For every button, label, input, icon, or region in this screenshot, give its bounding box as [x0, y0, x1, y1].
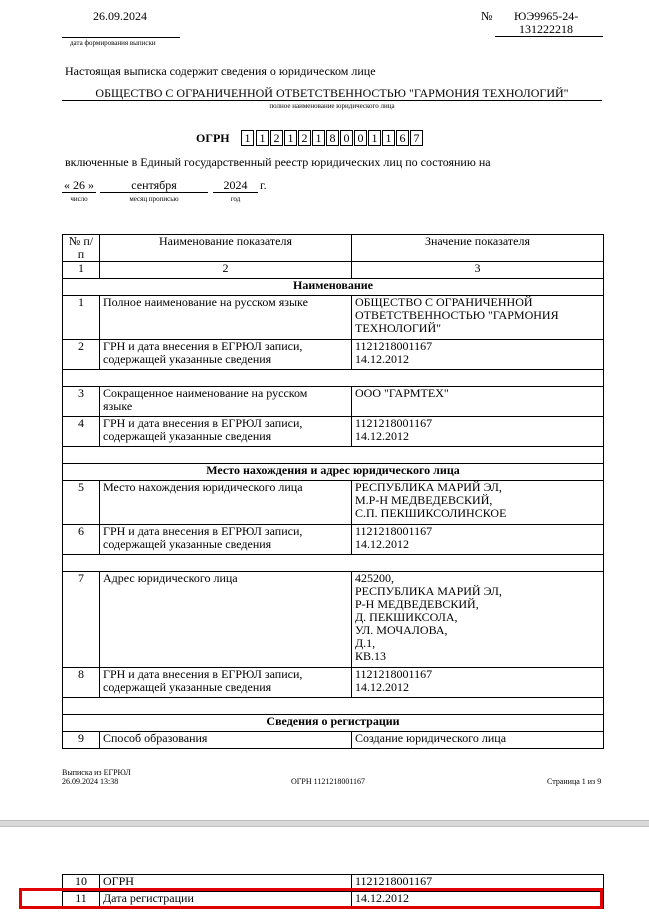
row-name: Место нахождения юридического лица — [100, 481, 352, 525]
row-number: 9 — [63, 732, 100, 749]
ogrn-digit: 7 — [410, 130, 423, 146]
ogrn-digit: 2 — [270, 130, 283, 146]
ogrn-digit: 6 — [396, 130, 409, 146]
row-number: 1 — [63, 296, 100, 340]
row-number: 8 — [63, 668, 100, 698]
table-row — [63, 481, 604, 525]
row-name: ГРН и дата внесения в ЕГРЮЛ записи, содержащей указанные сведения — [100, 417, 352, 447]
row-value: ОБЩЕСТВО С ОГРАНИЧЕННОЙ ОТВЕТСТВЕННОСТЬЮ "ГАРМОНИЯ ТЕХНОЛОГИЙ" — [352, 296, 604, 340]
header-cell: Наименование показателя — [100, 235, 352, 262]
state-month: сентября — [100, 178, 208, 193]
row-name: ГРН и дата внесения в ЕГРЮЛ записи, содержащей указанные сведения — [100, 668, 352, 698]
row-name: ГРН и дата внесения в ЕГРЮЛ записи, содержащей указанные сведения — [100, 525, 352, 555]
section-row — [63, 715, 604, 732]
row-name: Полное наименование на русском языке — [100, 296, 352, 340]
statement-date: 26.09.2024 — [93, 9, 147, 23]
row-value: ООО "ГАРМТЕХ" — [352, 387, 604, 417]
row-number: 11 — [63, 892, 100, 909]
intro-text: Настоящая выписка содержит сведения о юридическом лице — [65, 64, 376, 78]
number-sign: № — [481, 9, 493, 23]
table-row — [63, 296, 604, 340]
section-title: Наименование — [63, 279, 604, 296]
row-value: 14.12.2012 — [352, 892, 604, 909]
header-cell: № п/п — [63, 235, 100, 262]
date-caption: дата формирования выписки — [70, 39, 156, 47]
month-caption: месяц прописью — [129, 195, 179, 203]
spacer-row — [63, 370, 604, 387]
state-year: 2024 — [213, 178, 258, 193]
table-row — [63, 572, 604, 668]
column-number: 2 — [100, 262, 352, 279]
section-row — [63, 279, 604, 296]
row-number: 3 — [63, 387, 100, 417]
table-row — [63, 525, 604, 555]
year-caption: год — [230, 195, 241, 203]
day-caption: число — [70, 195, 88, 203]
ogrn-digit: 1 — [241, 130, 254, 146]
statement-number-line2: 131222218 — [519, 22, 573, 36]
column-number: 3 — [352, 262, 604, 279]
row-value: РЕСПУБЛИКА МАРИЙ ЭЛ, М.Р-Н МЕДВЕДЕВСКИЙ, С.П. ПЕКШИКСОЛИНСКОЕ — [352, 481, 604, 525]
row-value: 1121218001167 14.12.2012 — [352, 525, 604, 555]
row-name: Адрес юридического лица — [100, 572, 352, 668]
table-row — [63, 417, 604, 447]
highlight-box — [19, 888, 603, 909]
ogrn-digit: 0 — [354, 130, 367, 146]
ogrn-digit: 1 — [312, 130, 325, 146]
ogrn-digit: 1 — [256, 130, 269, 146]
column-number-row — [63, 262, 604, 279]
table-row — [63, 732, 604, 749]
row-value: Создание юридического лица — [352, 732, 604, 749]
row-value: 1121218001167 14.12.2012 — [352, 668, 604, 698]
company-name-caption: полное наименование юридического лица — [269, 102, 395, 110]
egrul-table — [62, 234, 604, 749]
row-number: 6 — [63, 525, 100, 555]
spacer-row — [63, 447, 604, 464]
state-year-suffix: г. — [260, 178, 267, 192]
table-row — [63, 668, 604, 698]
spacer-row — [63, 555, 604, 572]
date-underline — [62, 37, 180, 38]
row-value: 425200, РЕСПУБЛИКА МАРИЙ ЭЛ, Р-Н МЕДВЕДЕВСКИЙ, Д. ПЕКШИКСОЛА, УЛ. МОЧАЛОВА, Д.1, КВ.13 — [352, 572, 604, 668]
statement-number-line1: ЮЭ9965-24- — [514, 9, 579, 23]
row-number: 4 — [63, 417, 100, 447]
row-value: 1121218001167 14.12.2012 — [352, 417, 604, 447]
column-number: 1 — [63, 262, 100, 279]
ogrn-label: ОГРН — [196, 131, 230, 145]
state-day: « 26 » — [64, 178, 94, 192]
included-text: включенные в Единый государственный реестр юридических лиц по состоянию на — [65, 155, 491, 169]
spacer-row — [63, 698, 604, 715]
row-number: 10 — [63, 875, 100, 892]
row-number: 2 — [63, 340, 100, 370]
company-full-name: ОБЩЕСТВО С ОГРАНИЧЕННОЙ ОТВЕТСТВЕННОСТЬЮ "ГАРМОНИЯ ТЕХНОЛОГИЙ" — [62, 86, 602, 101]
ogrn-digit: 1 — [382, 130, 395, 146]
footer-source: Выписка из ЕГРЮЛ — [62, 768, 131, 777]
table-row — [63, 387, 604, 417]
row-name: ОГРН — [100, 875, 352, 892]
row-number: 7 — [63, 572, 100, 668]
section-row — [63, 464, 604, 481]
section-title: Сведения о регистрации — [63, 715, 604, 732]
row-name: Сокращенное наименование на русском языке — [100, 387, 352, 417]
footer-page-number: Страница 1 из 9 — [547, 777, 602, 786]
row-name: ГРН и дата внесения в ЕГРЮЛ записи, содержащей указанные сведения — [100, 340, 352, 370]
footer-ogrn: ОГРН 1121218001167 — [291, 777, 366, 786]
section-title: Место нахождения и адрес юридического лица — [63, 464, 604, 481]
ogrn-digit: 1 — [284, 130, 297, 146]
ogrn-digit: 1 — [368, 130, 381, 146]
row-name: Способ образования — [100, 732, 352, 749]
row-number: 5 — [63, 481, 100, 525]
table-row — [63, 340, 604, 370]
header-cell: Значение показателя — [352, 235, 604, 262]
row-value: 1121218001167 — [352, 875, 604, 892]
ogrn-digit: 2 — [298, 130, 311, 146]
ogrn-digit: 8 — [326, 130, 339, 146]
table-header-row — [63, 235, 604, 262]
row-value: 1121218001167 14.12.2012 — [352, 340, 604, 370]
footer-timestamp: 26.09.2024 13:38 — [62, 777, 119, 786]
row-name: Дата регистрации — [100, 892, 352, 909]
ogrn-digit: 0 — [340, 130, 353, 146]
number-underline — [495, 36, 603, 37]
